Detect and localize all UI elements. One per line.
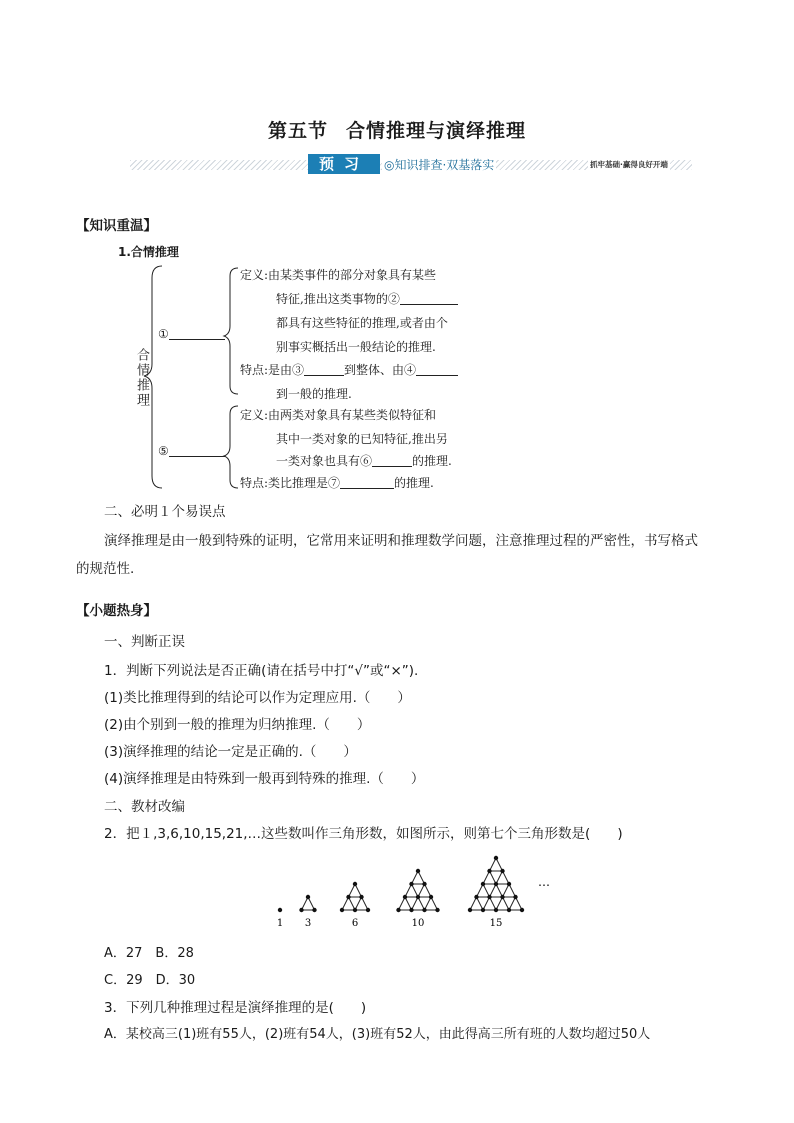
triangle-dot [409,908,413,912]
lower-brace [224,406,238,488]
triangle-dot [513,895,517,899]
triangle-dot [468,908,472,912]
triangle-dot [435,908,439,912]
triangle-dot [416,895,420,899]
analogy-def-3: 一类对象也具有⑥ 的推理. [276,454,452,468]
triangle-dot [520,908,524,912]
q2-options-ab: A．27 B．28 [104,946,194,961]
triangle-dot [340,908,344,912]
part-judgement: 一、判断正误 [104,634,185,650]
blank-6 [372,453,412,467]
induction-feature-2: 到一般的推理. [276,387,352,401]
induction-def-1: 定义:由某类事件的部分对象具有某些 [240,268,437,282]
induction-def-4: 别事实概括出一般结论的推理. [276,340,436,354]
figure-label-3: 3 [304,918,312,929]
triangle-dot [416,869,420,873]
paragraph-line-2: 的规范性. [76,561,135,577]
triangle-dot [507,882,511,886]
figure-label-1: 1 [276,918,284,929]
triangle-dot [474,895,478,899]
triangle-dot [487,895,491,899]
triangle-dot [481,882,485,886]
q1-item-4: (4)演绎推理是由特殊到一般再到特殊的推理.（ ） [104,771,425,787]
induction-feature: 特点:是由③ 到整体、由④ [240,361,458,378]
banner-slogan: 抓牢基础·赢得良好开端 [590,160,668,169]
preview-banner [130,154,692,176]
triangle-dot [422,882,426,886]
triangle-dot [396,908,400,912]
question-3: 3．下列几种推理过程是演绎推理的是( ) [104,1000,367,1016]
q1-item-3: (3)演绎推理的结论一定是正确的.（ ） [104,744,357,760]
question-2: 2．把１,3,6,10,15,21,…这些数叫作三角形数，如图所示，则第七个三角形数是( ) [104,826,623,842]
page-title [0,116,794,143]
triangle-dot [500,869,504,873]
q1-item-1: (1)类比推理得到的结论可以作为定理应用.（ ） [104,690,411,706]
triangle-dot [278,908,282,912]
triangle-dot [353,882,357,886]
triangular-numbers-figure [268,848,558,930]
paragraph-line-1: 演绎推理是由一般到特殊的证明，它常用来证明和推理数学问题，注意推理过程的严密性，书写格式 [104,533,698,549]
heading-knowledge-review: 【知识重温】 [76,218,157,234]
triangle-dot [429,895,433,899]
figure-ellipsis: … [538,875,550,889]
triangle-dot [366,908,370,912]
item-plausible-reasoning: 1.合情推理 [118,245,179,259]
analogy-feature: 特点:类比推理是⑦ 的推理. [240,476,434,490]
part-textbook: 二、教材改编 [104,799,185,815]
triangle-dot [494,882,498,886]
triangle-dot [403,895,407,899]
induction-def-3: 都具有这些特征的推理,或者由个 [276,316,448,330]
tree-braces [140,264,250,494]
triangle-dot [481,908,485,912]
banner-subtitle: ◎知识排查·双基落实 [384,158,495,172]
item-common-mistake: 二、必明１个易误点 [104,504,226,520]
blank-7 [340,475,394,489]
triangle-dot [346,895,350,899]
induction-def-2: 特征,推出这类事物的② [276,290,458,307]
upper-brace [224,268,238,394]
triangle-dot [312,908,316,912]
section-name: 合情推理与演绎推理 [346,120,527,142]
vertical-label: 合情推理 [134,348,149,408]
triangle-dot [494,908,498,912]
question-1: 1．判断下列说法是否正确(请在括号中打“√”或“×”). [104,663,419,679]
blank-5 [169,443,225,457]
blank-3 [304,362,344,376]
banner-tag: 预习 [308,154,380,174]
triangle-dot [487,869,491,873]
blank-4 [416,362,458,376]
triangle-dot [359,895,363,899]
blank-2 [400,291,458,305]
figure-label-15: 15 [489,918,503,929]
marker-5: ⑤ [158,443,225,458]
figure-label-6: 6 [351,918,359,929]
marker-1: ① [158,326,225,341]
triangle-dot [299,908,303,912]
triangle-dot [306,895,310,899]
section-number: 第五节 [267,120,328,142]
triangle-dot [507,908,511,912]
q2-options-cd: C．29 D．30 [104,973,196,988]
triangle-dot [500,895,504,899]
triangle-dot [494,856,498,860]
triangle-dots [278,856,524,912]
q3-option-a: A．某校高三(1)班有55人，(2)班有54人，(3)班有52人，由此得高三所有班的人数均超过50人 [104,1027,651,1042]
blank-1 [169,326,225,340]
analogy-def-2: 其中一类对象的已知特征,推出另 [276,432,448,446]
q1-item-2: (2)由个别到一般的推理为归纳推理.（ ） [104,717,371,733]
triangle-dot [353,908,357,912]
heading-warmup: 【小题热身】 [76,603,157,619]
analogy-def-1: 定义:由两类对象具有某些类似特征和 [240,408,437,422]
triangle-dot [409,882,413,886]
triangle-dot [422,908,426,912]
figure-label-10: 10 [411,918,425,929]
